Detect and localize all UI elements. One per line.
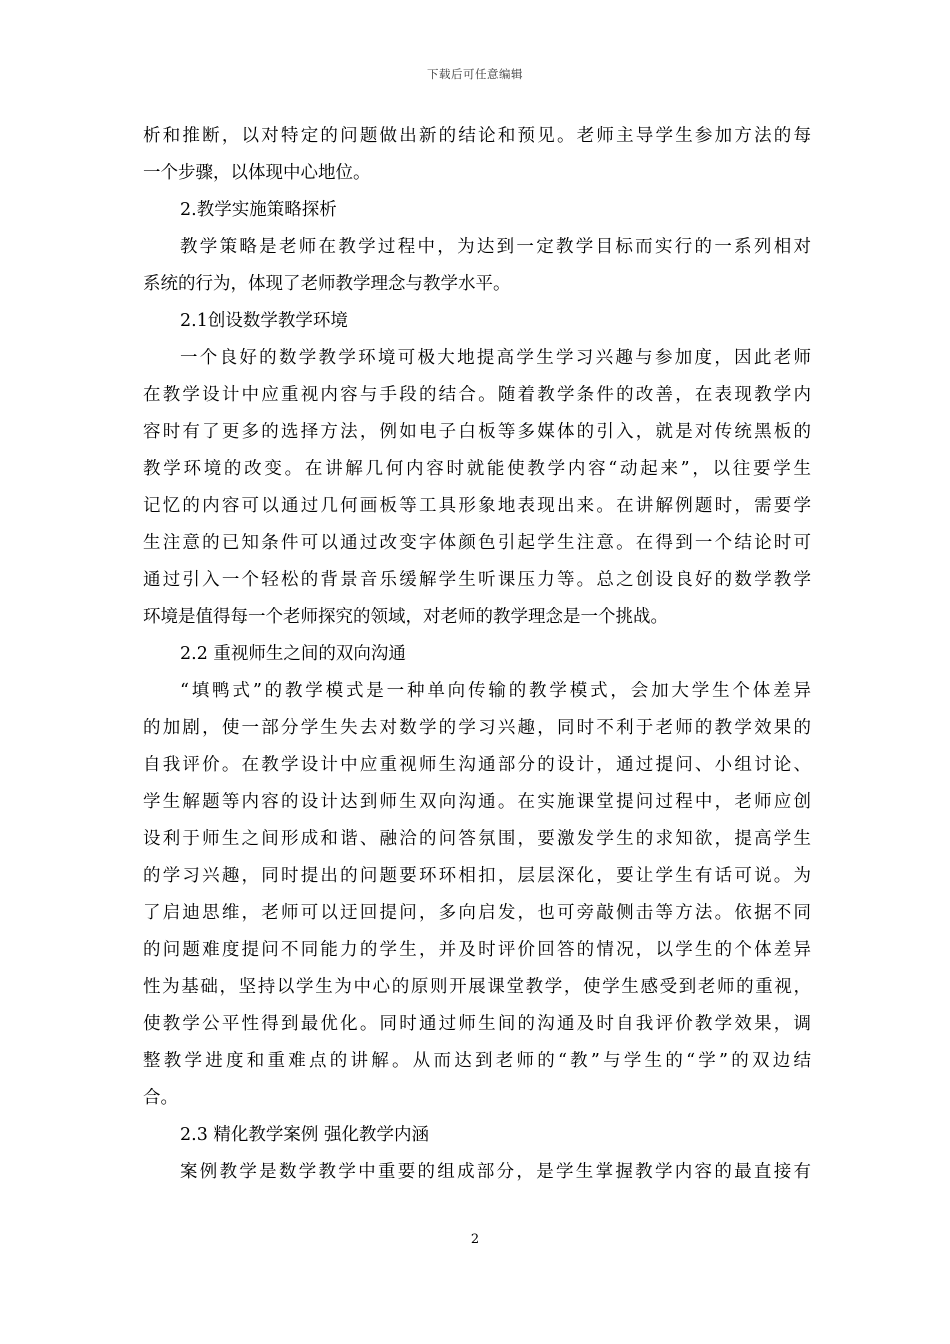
text-line: 案例教学是数学教学中重要的组成部分，是学生掌握教学内容的最直接有 bbox=[180, 1162, 811, 1182]
section-heading-2-1: 2.1创设数学教学环境 bbox=[180, 311, 348, 331]
paragraph-case-teaching bbox=[143, 1154, 811, 1191]
text-line: 容时有了更多的选择方法，例如电子白板等多媒体的引入，就是对传统黑板的 bbox=[143, 422, 811, 442]
paragraph-teaching-environment bbox=[143, 340, 811, 636]
section-heading-2: 2.教学实施策略探析 bbox=[180, 200, 337, 220]
text-line: 一个良好的数学教学环境可极大地提高学生学习兴趣与参加度，因此老师 bbox=[180, 348, 811, 368]
text-line: 在教学设计中应重视内容与手段的结合。随着教学条件的改善，在表现教学内 bbox=[143, 385, 811, 405]
text-line: 生注意的已知条件可以通过改变字体颜色引起学生注意。在得到一个结论时可 bbox=[143, 533, 811, 553]
section-heading-2-2: 2.2 重视师生之间的双向沟通 bbox=[180, 644, 406, 664]
text-line: 性为基础，坚持以学生为中心的原则开展课堂教学，使学生感受到老师的重视， bbox=[143, 977, 811, 997]
text-line: “填鸭式”的教学模式是一种单向传输的教学模式，会加大学生个体差异 bbox=[180, 681, 811, 701]
text-line: 一个步骤，以体现中心地位。 bbox=[143, 163, 371, 183]
text-line: 的学习兴趣，同时提出的问题要环环相扣，层层深化，要让学生有话可说。为 bbox=[143, 866, 811, 886]
header-note: 下载后可任意编辑 bbox=[427, 67, 523, 81]
text-line: 记忆的内容可以通过几何画板等工具形象地表现出来。在讲解例题时，需要学 bbox=[143, 496, 811, 516]
text-line: 学生解题等内容的设计达到师生双向沟通。在实施课堂提问过程中，老师应创 bbox=[143, 792, 811, 812]
paragraph-teaching-strategy bbox=[143, 229, 811, 303]
paragraph-continuation bbox=[143, 118, 811, 192]
section-heading-2-3: 2.3 精化教学案例 强化教学内涵 bbox=[180, 1125, 429, 1145]
document-body bbox=[143, 118, 811, 1191]
text-line: 通过引入一个轻松的背景音乐缓解学生听课压力等。总之创设良好的数学教学 bbox=[143, 570, 811, 590]
text-line: 合。 bbox=[143, 1088, 178, 1108]
text-line: 设利于师生之间形成和谐、融洽的问答氛围，要激发学生的求知欲，提高学生 bbox=[143, 829, 811, 849]
text-line: 的加剧，使一部分学生失去对数学的学习兴趣，同时不利于老师的教学效果的 bbox=[143, 718, 811, 738]
paragraph-two-way-communication bbox=[143, 673, 811, 1117]
text-line: 了启迪思维，老师可以迂回提问，多向启发，也可旁敲侧击等方法。依据不同 bbox=[143, 903, 811, 923]
text-line: 教学环境的改变。在讲解几何内容时就能使教学内容“动起来”，以往要学生 bbox=[143, 459, 811, 479]
text-line: 的问题难度提问不同能力的学生，并及时评价回答的情况，以学生的个体差异 bbox=[143, 940, 811, 960]
text-line: 自我评价。在教学设计中应重视师生沟通部分的设计，通过提问、小组讨论、 bbox=[143, 755, 811, 775]
text-line: 析和推断，以对特定的问题做出新的结论和预见。老师主导学生参加方法的每 bbox=[143, 126, 811, 146]
text-line: 使教学公平性得到最优化。同时通过师生间的沟通及时自我评价教学效果，调 bbox=[143, 1014, 811, 1034]
text-line: 系统的行为，体现了老师教学理念与教学水平。 bbox=[143, 274, 511, 294]
text-line: 教学策略是老师在教学过程中，为达到一定教学目标而实行的一系列相对 bbox=[180, 237, 811, 257]
page-number: 2 bbox=[470, 1232, 480, 1247]
text-line: 整教学进度和重难点的讲解。从而达到老师的“教”与学生的“学”的双边结 bbox=[143, 1051, 811, 1071]
text-line: 环境是值得每一个老师探究的领域，对老师的教学理念是一个挑战。 bbox=[143, 607, 668, 627]
